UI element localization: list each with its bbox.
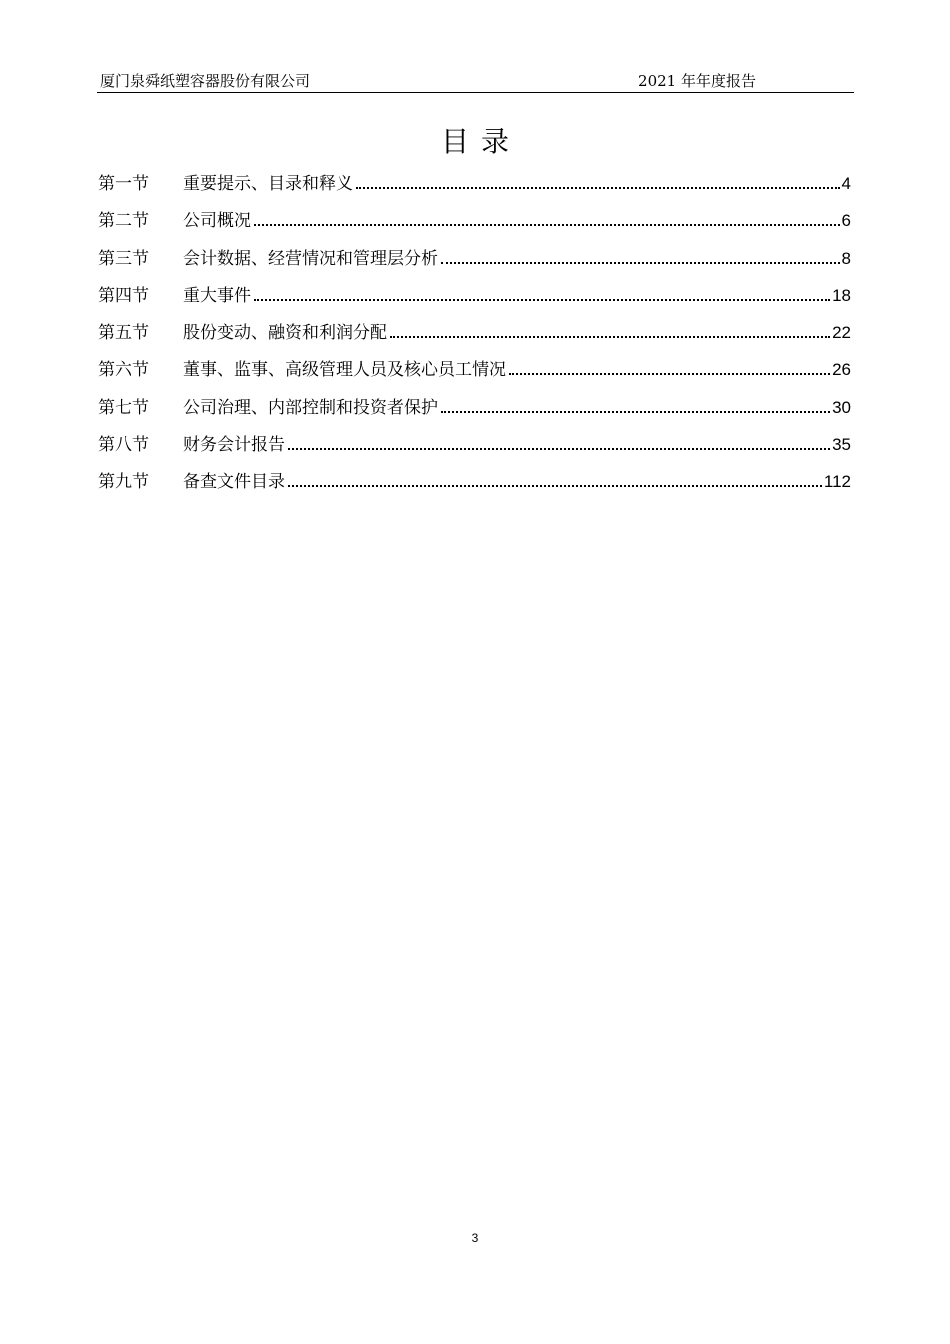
toc-dot-leader — [288, 448, 830, 450]
toc-entry-section: 第七节 — [98, 397, 149, 418]
toc-dot-leader — [509, 373, 830, 375]
toc-entry-section: 第一节 — [98, 174, 149, 194]
toc-entry-section: 第二节 — [98, 211, 149, 232]
toc-dot-leader — [441, 411, 830, 413]
table-of-contents — [98, 171, 851, 507]
toc-entry-section: 第三节 — [98, 248, 149, 269]
toc-entry-title: 备查文件目录 — [183, 472, 285, 493]
toc-entry[interactable] — [98, 395, 851, 432]
toc-dot-leader — [390, 336, 830, 338]
header-company-name: 厦门泉舜纸塑容器股份有限公司 — [100, 72, 311, 90]
toc-entry-section: 第八节 — [98, 435, 149, 456]
page-header — [97, 68, 854, 93]
toc-entry-section: 第六节 — [98, 360, 149, 381]
toc-entry[interactable] — [98, 432, 851, 469]
toc-entry[interactable] — [98, 246, 851, 283]
toc-entry[interactable] — [98, 208, 851, 245]
toc-entry-title: 股份变动、融资和利润分配 — [183, 323, 387, 344]
toc-dot-leader — [356, 187, 840, 189]
toc-entry-title: 董事、监事、高级管理人员及核心员工情况 — [183, 360, 506, 381]
toc-dot-leader — [254, 224, 840, 226]
toc-title: 目录 — [440, 125, 521, 158]
toc-entry-page: 8 — [841, 248, 851, 268]
toc-entry[interactable] — [98, 357, 851, 394]
toc-entry-page: 22 — [832, 323, 851, 343]
toc-entry-page: 18 — [832, 285, 851, 305]
toc-entry-title: 重大事件 — [183, 285, 251, 306]
toc-entry[interactable] — [98, 171, 851, 208]
toc-entry-title: 会计数据、经营情况和管理层分析 — [183, 248, 438, 269]
toc-dot-leader — [254, 299, 830, 301]
toc-entry-page: 30 — [832, 397, 851, 417]
toc-entry-section: 第五节 — [98, 323, 149, 344]
toc-entry[interactable] — [98, 283, 851, 320]
toc-entry-page: 26 — [832, 360, 851, 380]
toc-entry-section: 第四节 — [98, 285, 149, 306]
toc-entry-title: 财务会计报告 — [183, 435, 285, 456]
toc-entry-section: 第九节 — [98, 472, 149, 493]
toc-entry[interactable] — [98, 320, 851, 357]
toc-entry-title: 公司概况 — [183, 211, 251, 232]
toc-entry-title: 公司治理、内部控制和投资者保护 — [183, 397, 438, 418]
toc-dot-leader — [288, 485, 822, 487]
toc-entry-page: 112 — [823, 472, 851, 492]
toc-entry-page: 35 — [832, 435, 851, 455]
toc-entry[interactable] — [98, 469, 851, 506]
header-report-title: 2021 年年度报告 — [638, 72, 756, 90]
toc-entry-page: 4 — [841, 174, 851, 193]
toc-entry-page: 6 — [841, 211, 851, 231]
toc-entry-title: 重要提示、目录和释义 — [183, 174, 353, 194]
toc-dot-leader — [441, 262, 840, 264]
page-number: 3 — [471, 1231, 479, 1245]
